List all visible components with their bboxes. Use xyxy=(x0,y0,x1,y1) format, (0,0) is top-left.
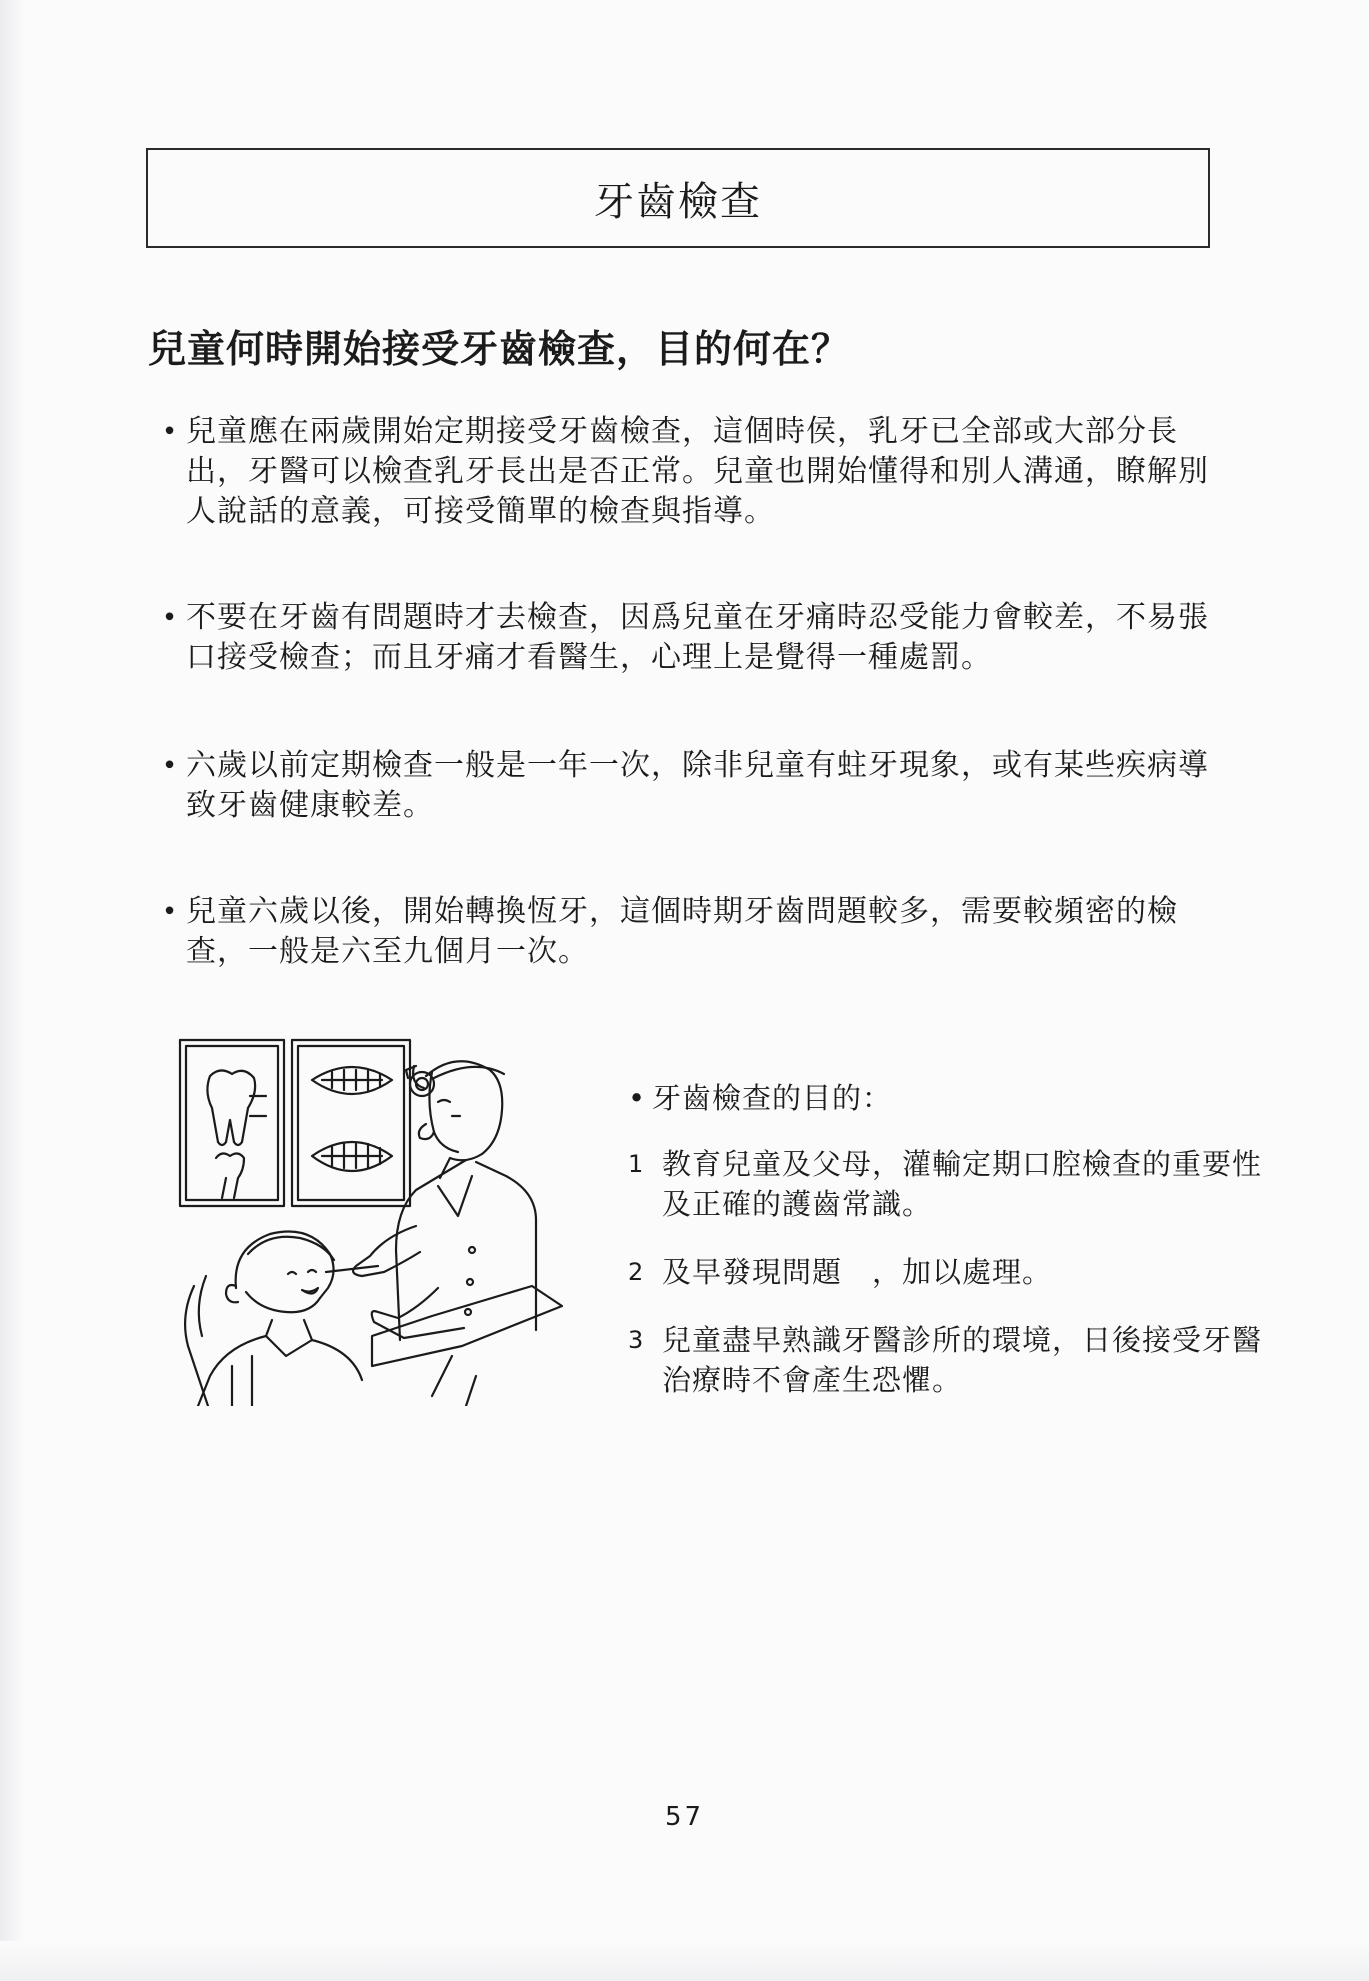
page-bottom-shadow xyxy=(0,1941,1369,1981)
wall-chart-tooth xyxy=(180,1040,284,1206)
title-box xyxy=(146,148,1210,248)
item-number: 2 xyxy=(628,1258,645,1286)
bullet-paragraph-2 xyxy=(158,598,1238,678)
child-figure xyxy=(198,1232,362,1407)
bullet-text: 不要在牙齒有問題時才去檢查，因爲兒童在牙痛時忍受能力會較差，不易張口接受檢查；而且牙痛才看醫生，心理上是覺得一種處罰。 xyxy=(186,600,1209,675)
bullet-dot: • xyxy=(161,603,179,633)
bullet-paragraph-4 xyxy=(158,892,1238,972)
page-number: 57 xyxy=(664,1802,705,1832)
purpose-section xyxy=(628,1078,1268,1400)
purpose-heading xyxy=(628,1078,1268,1118)
bullet-text: 六歲以前定期檢查一般是一年一次，除非兒童有蛀牙現象，或有某些疾病導致牙齒健康較差。 xyxy=(186,748,1209,823)
item-text: 兒童盡早熟識牙醫診所的環境，日後接受牙醫治療時不會產生恐懼。 xyxy=(662,1323,1263,1397)
bullet-text: 兒童應在兩歲開始定期接受牙齒檢查，這個時侯，乳牙已全部或大部分長出，牙醫可以檢查乳牙長出是否正常。兒童也開始懂得和別人溝通，瞭解別人說話的意義，可接受簡單的檢查與指導。 xyxy=(186,414,1209,529)
page-edge-shadow xyxy=(0,0,26,1981)
dental-chair xyxy=(185,1276,562,1406)
bullet-paragraph-1 xyxy=(158,412,1238,532)
bullet-dot: • xyxy=(161,751,179,781)
item-text: 及早發現問題 ，加以處理。 xyxy=(662,1255,1053,1289)
purpose-item-2 xyxy=(628,1252,1268,1292)
bullet-dot: • xyxy=(628,1081,647,1115)
section-question: 兒童何時開始接受牙齒檢查，目的何在？ xyxy=(148,326,851,371)
dentist-illustration xyxy=(176,1036,596,1406)
bullet-paragraph-3 xyxy=(158,746,1238,826)
wall-chart-mouth xyxy=(292,1040,410,1206)
item-number: 3 xyxy=(628,1326,645,1354)
bullet-dot: • xyxy=(161,417,179,447)
item-number: 1 xyxy=(628,1150,645,1178)
purpose-item-1 xyxy=(628,1144,1268,1224)
bullet-text: 兒童六歲以後，開始轉換恆牙，這個時期牙齒問題較多，需要較頻密的檢查，一般是六至九個月一次。 xyxy=(186,894,1178,969)
item-text: 教育兒童及父母，灌輸定期口腔檢查的重要性及正確的護齒常識。 xyxy=(662,1147,1263,1221)
page-title: 牙齒檢查 xyxy=(594,178,762,225)
purpose-item-3 xyxy=(628,1320,1268,1400)
bullet-dot: • xyxy=(161,897,179,927)
purpose-heading-text: 牙齒檢查的目的： xyxy=(652,1081,893,1115)
